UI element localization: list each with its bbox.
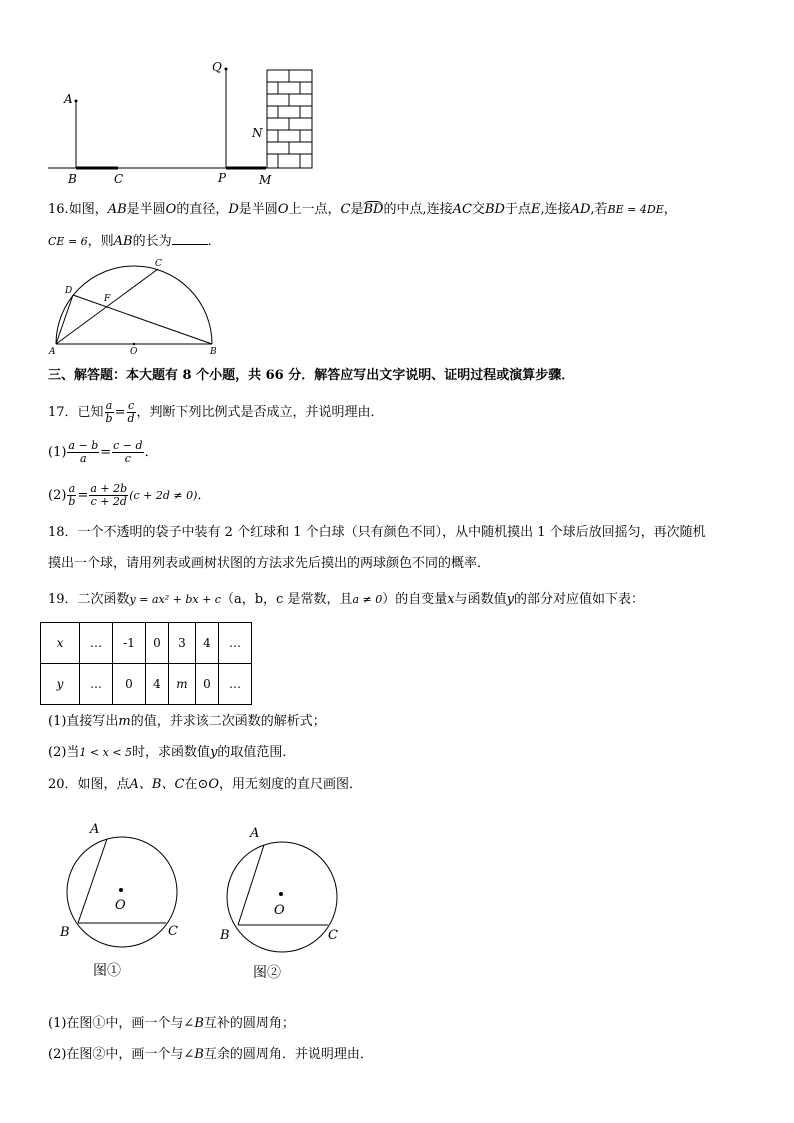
table-cell: 4 [196, 623, 219, 664]
chord-ab [238, 845, 264, 925]
label-c: C [328, 928, 338, 943]
label-o: O [130, 347, 138, 357]
center-dot [279, 892, 283, 896]
q19-stem: 19．二次函数y = ax² + bx + c（a，b，c 是常数，且a ≠ 0）的自变量x与函数值y的部分对应值如下表： [48, 592, 644, 607]
table-cell: 0 [196, 664, 219, 705]
q19-part1: (1)直接写出m的值，并求该二次函数的解析式； [48, 714, 326, 729]
table-cell: -1 [113, 623, 146, 664]
label-b: B [210, 347, 217, 357]
table-cell: 3 [169, 623, 196, 664]
table-cell: 4 [146, 664, 169, 705]
q16-line1: 16.如图，AB是半圆O的直径，D是半圆O上一点，C是BD的中点,连接AC交BD于点E,连接AD,若BE = 4DE， [48, 202, 677, 217]
table-row-x [41, 623, 252, 664]
table-cell: … [219, 664, 252, 705]
figure-circle-1 [50, 815, 200, 990]
q20-stem: 20．如图，点A、B、C在⊙O，用无刻度的直尺画图． [48, 777, 363, 792]
q20-part1: (1)在图①中，画一个与∠B互补的圆周角； [48, 1016, 295, 1031]
center-o [133, 343, 136, 346]
chord-ab [78, 839, 107, 923]
q20-part2: (2)在图②中，画一个与∠B互余的圆周角．并说明理由． [48, 1047, 373, 1062]
figure-1-caption: 图① [93, 963, 121, 979]
label-b: B [60, 925, 70, 940]
label-b: B [68, 172, 77, 186]
q19-part2: (2)当1 < x < 5时，求函数值y的取值范围． [48, 745, 296, 760]
table-cell: … [80, 664, 113, 705]
label-f: F [104, 294, 111, 304]
center-dot [119, 888, 123, 892]
table-cell: y [41, 664, 80, 705]
q18-line2: 摸出一个球，请用列表或画树状图的方法求先后摸出的两球颜色不同的概率． [48, 556, 491, 571]
label-a: A [64, 92, 73, 106]
segment-db [73, 295, 212, 344]
table-cell: 0 [146, 623, 169, 664]
q17-part2: (2) $\frac{a}{b}$ = $\frac{a + 2b}{c + 2d}$ (c + 2d ≠ 0)． [48, 482, 211, 508]
figure-semicircle [40, 255, 230, 357]
value-table [40, 622, 252, 705]
label-n: N [252, 126, 263, 140]
point-a [75, 100, 78, 103]
label-a: A [250, 826, 260, 841]
label-o: O [115, 898, 126, 913]
table-cell: m [169, 664, 196, 705]
circle-o [227, 842, 337, 952]
figure-circle-2 [210, 815, 360, 990]
label-m: M [259, 173, 272, 187]
brick-wall [267, 70, 312, 168]
section-3-title: 三、解答题：本大题有 8 个小题，共 66 分．解答应写出文字说明、证明过程或演算步骤． [48, 368, 575, 383]
label-c: C [168, 924, 178, 939]
segment-ad [56, 295, 73, 344]
label-a: A [90, 822, 100, 837]
table-cell: … [80, 623, 113, 664]
q16-line2: CE = 6，则AB的长为 ． [48, 234, 221, 249]
answer-blank [172, 232, 208, 245]
figure-shadow-wall [40, 55, 340, 187]
q18-line1: 18．一个不透明的袋子中装有 2 个红球和 1 个白球（只有颜色不同），从中随机摸出 1 个球后放回摇匀，再次随机 [48, 525, 706, 540]
label-o: O [274, 903, 285, 918]
label-c: C [114, 172, 124, 186]
arc-bd: BD [363, 202, 384, 217]
q17-stem: 17．已知 $\frac{a}{b}$ = $\frac{c}{d}$ ，判断下列比例式是否成立，并说明理由． [48, 399, 384, 425]
label-a: A [49, 347, 56, 357]
figure-2-caption: 图② [253, 965, 281, 981]
label-q: Q [212, 60, 222, 74]
label-p: P [218, 171, 227, 185]
table-row-y [41, 664, 252, 705]
table-cell: … [219, 623, 252, 664]
label-c: C [155, 259, 162, 269]
label-d: D [65, 286, 73, 296]
q17-part1: (1) $\frac{a - b}{a}$ = $\frac{c - d}{c}$ ． [48, 439, 158, 465]
semicircle-arc [56, 266, 212, 344]
table-cell: 0 [113, 664, 146, 705]
table-cell: x [41, 623, 80, 664]
circle-o [67, 837, 177, 947]
label-b: B [220, 928, 230, 943]
point-q [225, 68, 228, 71]
